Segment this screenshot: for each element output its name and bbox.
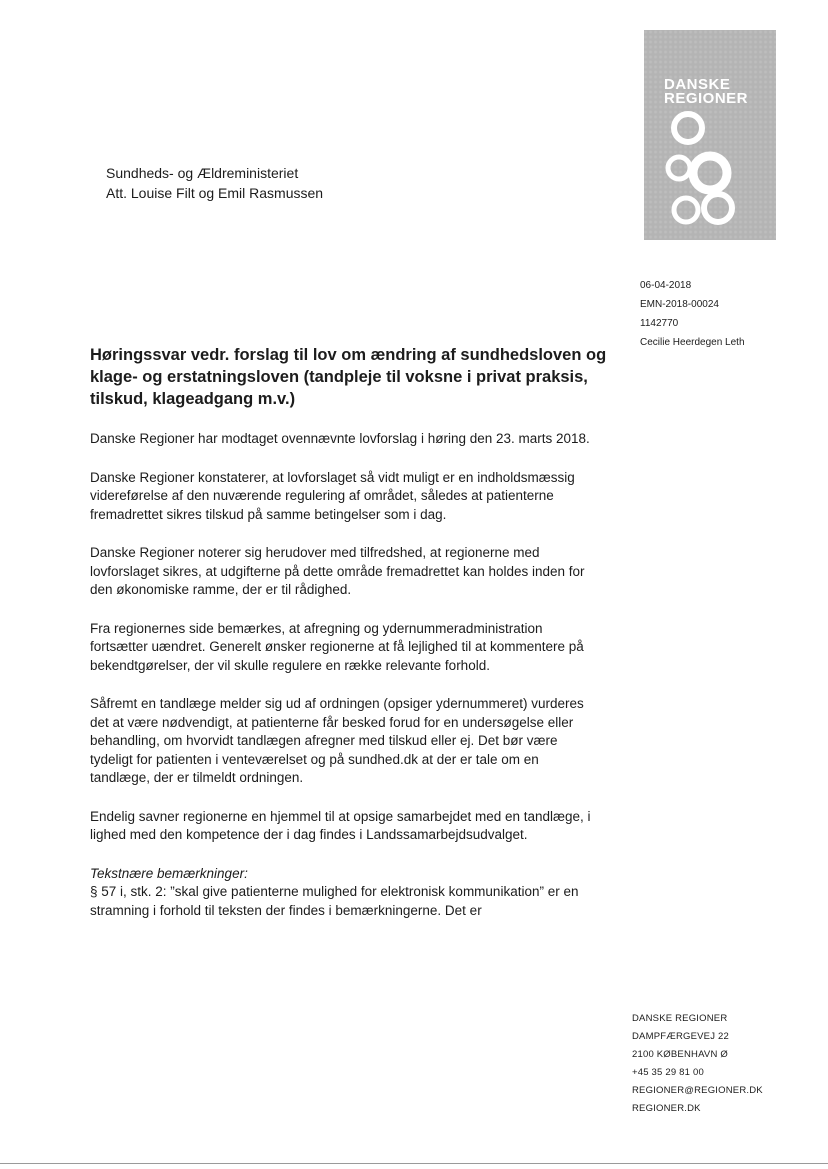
footer-city: 2100 KØBENHAVN Ø: [632, 1049, 728, 1060]
body-paragraph: Såfremt en tandlæge melder sig ud af ordningen (opsiger ydernummeret) vurderes det at være nødvendigt, at patienterne får besked forud for en undersøgelse eller behandling, om hvorvidt tandlægen afregner med tilskud eller ej. Det bør være tydeligt for patienten i venteværelset og på sundhed.dk at der er tale om en tandlæge, der er tilmeldt ordningen.: [90, 696, 584, 785]
body-paragraph-final: § 57 i, stk. 2: ”skal give patienterne mulighed for elektronisk kommunikation” er en stramning i forhold til teksten der findes i bemærkningerne. Det er: [90, 884, 579, 918]
footer-street: DAMPFÆRGEVEJ 22: [632, 1031, 729, 1042]
logo-circles-icon: [662, 110, 762, 235]
meta-document-number: 1142770: [640, 318, 679, 329]
remarks-subheading: Tekstnære bemærkninger:: [90, 865, 248, 881]
footer-phone: +45 35 29 81 00: [632, 1067, 704, 1078]
document-body: [90, 430, 600, 920]
meta-case-number: EMN-2018-00024: [640, 299, 719, 310]
logo-wordmark: [664, 78, 748, 106]
footer-org: DANSKE REGIONER: [632, 1013, 728, 1024]
recipient-attention: Att. Louise Filt og Emil Rasmussen: [106, 185, 324, 201]
body-paragraph: Endelig savner regionerne en hjemmel til at opsige samarbejdet med en tandlæge, i lighed med den kompetence der i dag findes i Landssamarbejdsudvalget.: [90, 808, 591, 842]
danske-regioner-logo: [644, 30, 776, 240]
recipient-address: [106, 163, 323, 203]
footer-email: REGIONER@REGIONER.DK: [632, 1085, 763, 1096]
logo-line-2: REGIONER: [664, 90, 749, 107]
body-paragraph: Fra regionernes side bemærkes, at afregning og ydernummeradministration fortsætter uændret. Generelt ønsker regionerne at få lejlighed til at kommentere på bekendtgørelser, der vil skulle regulere en række relevante forhold.: [90, 620, 584, 673]
meta-date: 06-04-2018: [640, 280, 692, 291]
body-paragraph: Danske Regioner har modtaget ovennævnte lovforslag i høring den 23. marts 2018.: [90, 431, 590, 446]
document-title: Høringssvar vedr. forslag til lov om ændring af sundhedsloven og klage- og erstatningsloven (tandpleje til voksne i privat praksis, tilskud, klageadgang m.v.): [90, 346, 607, 408]
sender-address-footer: [632, 1010, 763, 1118]
recipient-ministry: Sundheds- og Ældreministeriet: [106, 165, 299, 181]
page-bottom-divider: [0, 1163, 828, 1164]
document-meta: [640, 276, 745, 352]
logo-line-1: DANSKE: [664, 76, 731, 93]
body-paragraph: Danske Regioner konstaterer, at lovforslaget så vidt muligt er en indholdsmæssig videreførelse af den nuværende regulering af området, således at patienterne fremadrettet sikres tilskud på samme betingelser som i dag.: [90, 469, 575, 522]
body-paragraph: Danske Regioner noterer sig herudover med tilfredshed, at regionerne med lovforslaget sikres, at udgifterne på dette område fremadrettet kan holdes inden for den økonomiske ramme, der er til rådighed.: [90, 545, 585, 597]
footer-website: REGIONER.DK: [632, 1103, 701, 1114]
meta-contact-person: Cecilie Heerdegen Leth: [640, 337, 745, 348]
